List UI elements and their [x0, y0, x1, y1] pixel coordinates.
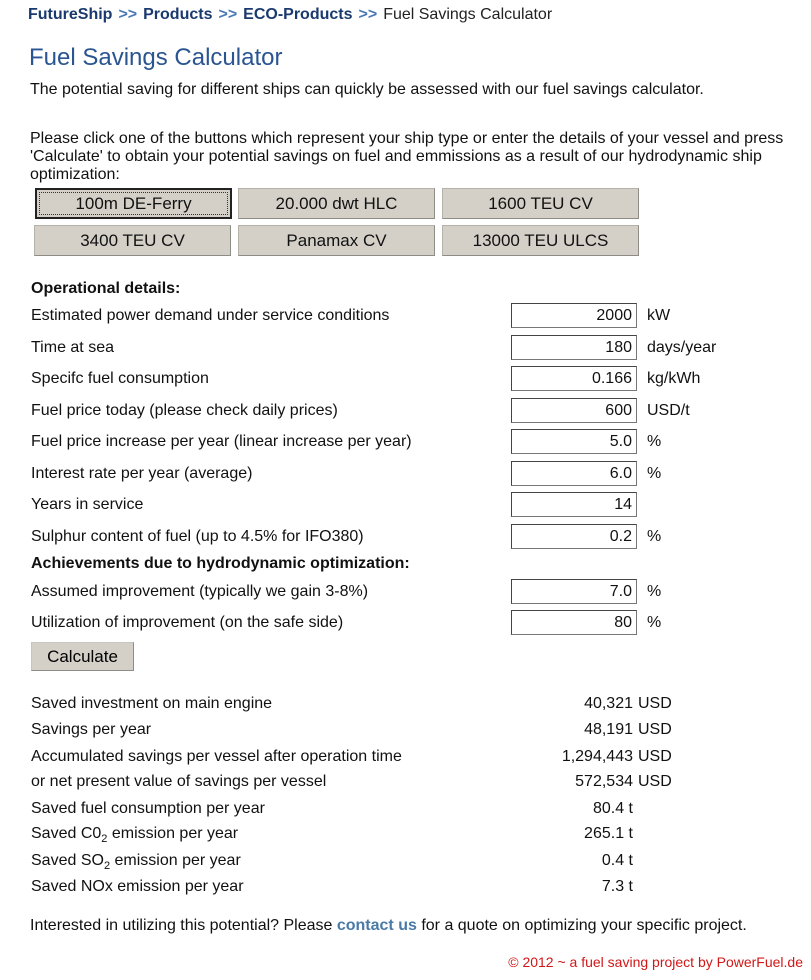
power-demand-unit: kW [647, 307, 671, 324]
result-value-saved-so2: 0.4 t [601, 852, 633, 869]
breadcrumb-products[interactable]: Products [143, 6, 213, 23]
fuel-price-increase-label: Fuel price increase per year (linear increase per year) [31, 433, 412, 450]
breadcrumb-separator: >> [218, 6, 238, 23]
ship-button-1600-teu-cv[interactable]: 1600 TEU CV [442, 188, 639, 219]
result-label-saved-nox: Saved NOx emission per year [31, 878, 244, 895]
utilization-label: Utilization of improvement (on the safe side) [31, 614, 344, 631]
ship-button-13000-teu-ulcs[interactable]: 13000 TEU ULCS [442, 225, 639, 256]
time-at-sea-unit: days/year [647, 339, 717, 356]
calculate-button[interactable]: Calculate [31, 642, 134, 671]
fuel-price-unit: USD/t [647, 402, 690, 419]
contact-us-link[interactable]: contact us [336, 917, 417, 934]
result-unit-saved-investment: USD [638, 695, 672, 712]
fuel-price-input[interactable] [511, 398, 637, 423]
result-value-net-present-value: 572,534 [575, 773, 633, 790]
result-label-saved-co2: Saved $C0_2$ emission per year [31, 825, 239, 846]
achievements-heading: Achievements due to hydrodynamic optimization: [31, 555, 410, 572]
power-demand-label: Estimated power demand under service conditions [31, 307, 390, 324]
utilization-unit: % [647, 614, 662, 631]
utilization-input[interactable] [511, 610, 637, 635]
fuel-price-increase-input[interactable] [511, 429, 637, 454]
intro-text: The potential saving for different ships can quickly be assessed with our fuel savings calculator. [30, 81, 704, 98]
result-value-saved-nox: 7.3 t [601, 878, 633, 895]
result-value-savings-per-year: 48,191 [584, 721, 633, 738]
power-demand-input[interactable] [511, 303, 637, 328]
years-in-service-label: Years in service [31, 496, 144, 513]
operational-heading: Operational details: [31, 280, 181, 297]
breadcrumb-separator: >> [118, 6, 138, 23]
interest-rate-label: Interest rate per year (average) [31, 465, 253, 482]
result-unit-accumulated-savings: USD [638, 748, 672, 765]
interest-rate-unit: % [647, 465, 662, 482]
result-unit-saved-fuel: t [628, 800, 633, 817]
result-unit-saved-nox: t [628, 878, 633, 895]
ship-button-panamax-cv[interactable]: Panamax CV [238, 225, 435, 256]
instructions-text: Please click one of the buttons which represent your ship type or enter the details of your vessel and press 'Calculate' to obtain your potential savings on fuel and emmissions as a result of our hydrodynamic ship optimization: [30, 130, 784, 183]
result-label-savings-per-year: Savings per year [31, 721, 152, 738]
page-title: Fuel Savings Calculator [29, 44, 283, 71]
result-unit-saved-so2: t [628, 852, 633, 869]
result-label-saved-so2: Saved $SO_2$ emission per year [31, 852, 241, 873]
breadcrumb [28, 6, 552, 24]
sulphur-content-unit: % [647, 528, 662, 545]
breadcrumb-futureship[interactable]: FutureShip [28, 6, 113, 23]
result-value-saved-co2: 265.1 t [584, 825, 633, 842]
assumed-improvement-unit: % [647, 583, 662, 600]
assumed-improvement-label: Assumed improvement (typically we gain 3-8%) [31, 583, 369, 600]
result-value-accumulated-savings: 1,294,443 [561, 748, 633, 765]
fuel-price-label: Fuel price today (please check daily prices) [31, 402, 338, 419]
ship-button-3400-teu-cv[interactable]: 3400 TEU CV [34, 225, 231, 256]
time-at-sea-input[interactable] [511, 335, 637, 360]
assumed-improvement-input[interactable] [511, 579, 637, 604]
result-unit-net-present-value: USD [638, 773, 672, 790]
result-label-accumulated-savings: Accumulated savings per vessel after operation time [31, 748, 402, 765]
sulphur-content-label: Sulphur content of fuel (up to 4.5% for IFO380) [31, 528, 364, 545]
breadcrumb-current: Fuel Savings Calculator [383, 6, 553, 23]
result-value-saved-fuel-number: 80.4 [592, 800, 625, 817]
result-value-saved-investment: 40,321 [584, 695, 633, 712]
result-label-saved-investment: Saved investment on main engine [31, 695, 273, 712]
footer-copyright: © 2012 ~ a fuel saving project by PowerFuel.de [508, 954, 803, 970]
time-at-sea-label: Time at sea [31, 339, 114, 356]
fuel-price-increase-unit: % [647, 433, 662, 450]
result-label-saved-fuel: Saved fuel consumption per year [31, 800, 265, 817]
ship-button-20000-dwt-hlc[interactable]: 20.000 dwt HLC [238, 188, 435, 219]
fuel-consumption-unit: kg/kWh [647, 370, 701, 387]
ship-button-100m-de-ferry[interactable]: 100m DE-Ferry [35, 188, 232, 219]
result-unit-savings-per-year: USD [638, 721, 672, 738]
interest-rate-input[interactable] [511, 461, 637, 486]
result-unit-saved-co2: t [628, 825, 633, 842]
fuel-consumption-label: Specifc fuel consumption [31, 370, 209, 387]
sulphur-content-input[interactable] [511, 524, 637, 549]
breadcrumb-eco-products[interactable]: ECO-Products [243, 6, 353, 23]
breadcrumb-separator: >> [358, 6, 378, 23]
fuel-consumption-input[interactable] [511, 366, 637, 391]
result-value-saved-fuel [593, 800, 633, 818]
contact-cta: Interested in utilizing this potential? Please contact us for a quote on optimizing your specific project. [30, 917, 747, 934]
years-in-service-input[interactable] [511, 492, 637, 517]
result-label-net-present-value: or net present value of savings per vessel [31, 773, 327, 790]
